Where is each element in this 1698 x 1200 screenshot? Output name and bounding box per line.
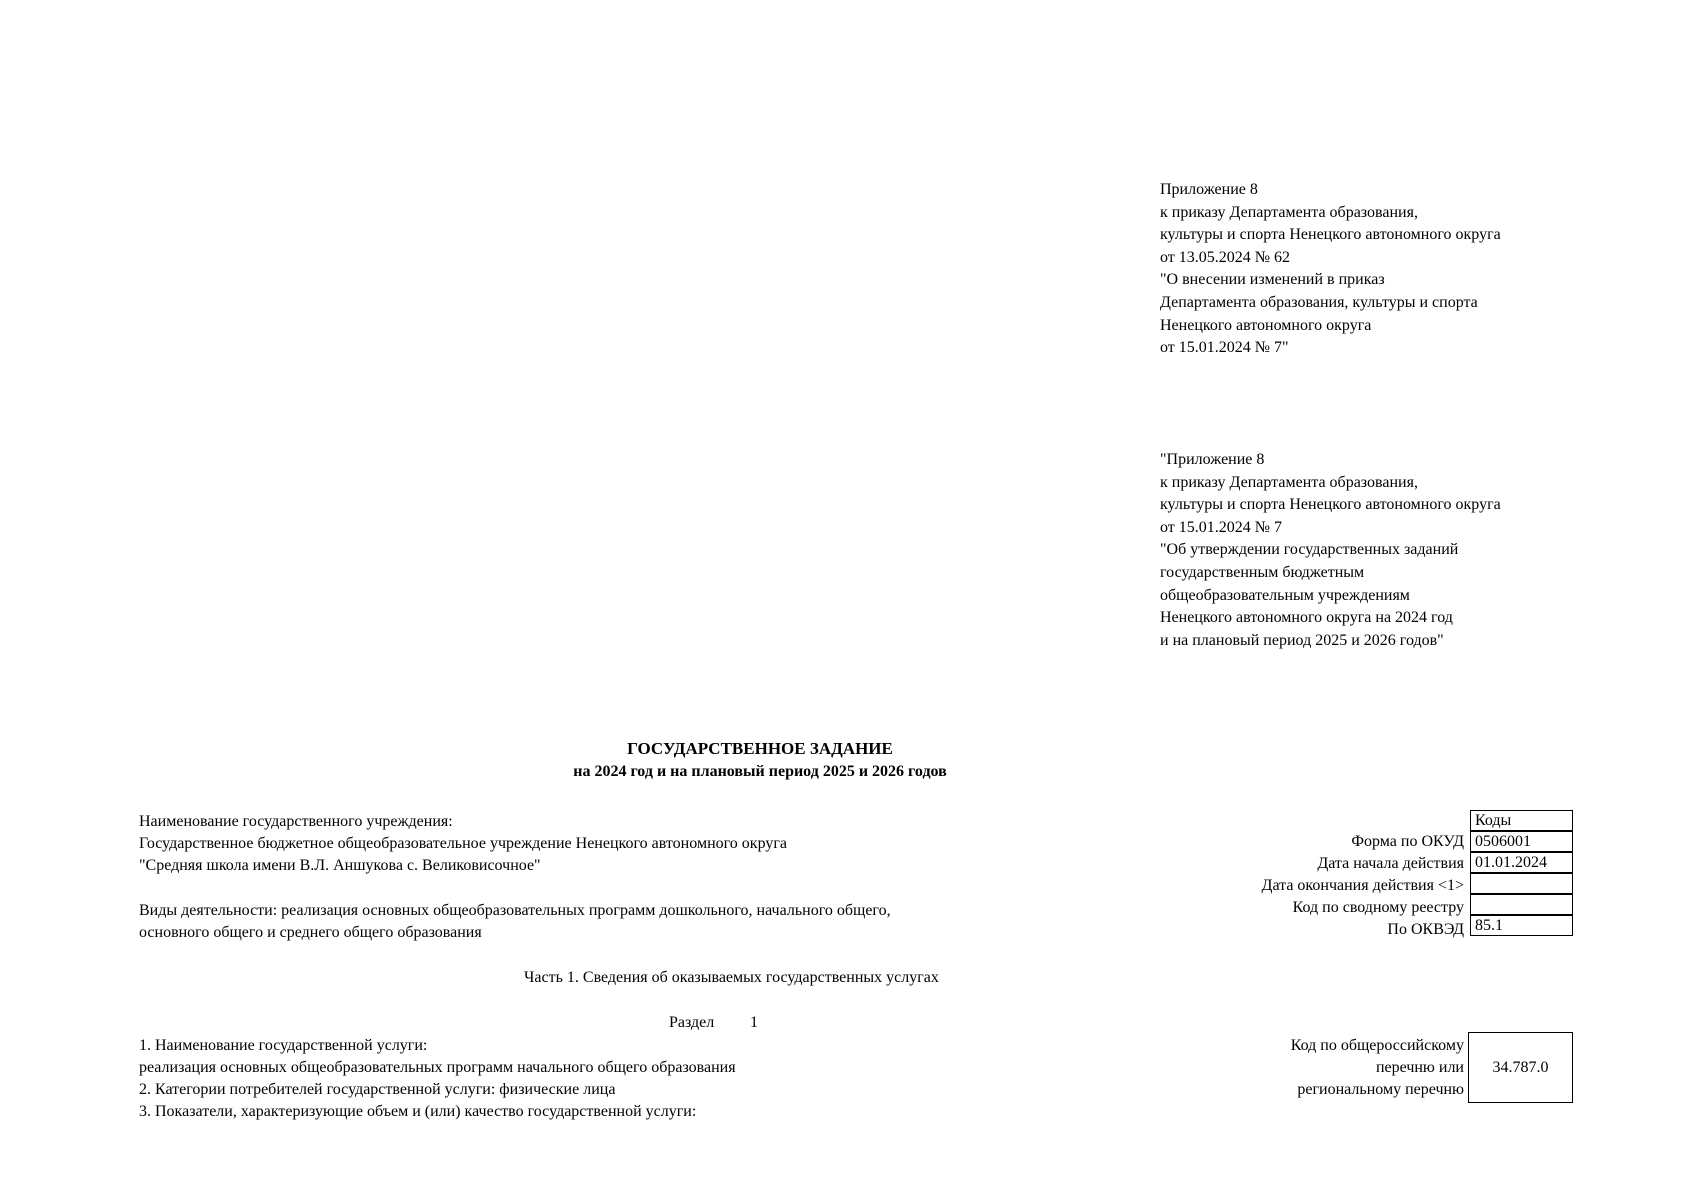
appendix-current-line: к приказу Департамента образования, — [1160, 203, 1418, 221]
document-title: ГОСУДАРСТВЕННОЕ ЗАДАНИЕ — [627, 739, 893, 758]
institution-label: Наименование государственного учреждения: — [139, 813, 453, 830]
registry-code-label-line3: региональному перечню — [1297, 1081, 1464, 1098]
appendix-original-line: и на плановый период 2025 и 2026 годов" — [1160, 631, 1444, 649]
appendix-current-line: Приложение 8 — [1160, 181, 1258, 198]
registry-code-box — [1468, 1032, 1573, 1103]
registry-code-label-line2: перечню или — [1375, 1059, 1464, 1076]
codes-header-cell: Коды — [1470, 810, 1573, 831]
service-name-label: 1. Наименование государственной услуги: — [139, 1037, 428, 1054]
codes-labels — [1100, 808, 1464, 1048]
section-label: Раздел — [669, 1014, 715, 1031]
registry-label: Код по сводному реестру — [1292, 899, 1464, 916]
registry-code-cell — [1470, 894, 1573, 915]
okud-code-cell: 0506001 — [1470, 831, 1573, 852]
appendix-original-line: культуры и спорта Ненецкого автономного округа — [1160, 496, 1501, 514]
service-consumers: 2. Категории потребителей государственной услуги: физические лица — [139, 1081, 616, 1098]
registry-code-labels — [1100, 1032, 1464, 1102]
appendix-original-line: Ненецкого автономного округа на 2024 год — [1160, 609, 1453, 627]
registry-code-value: 34.787.0 — [1492, 1058, 1549, 1076]
okved-label: По ОКВЭД — [1387, 921, 1464, 938]
service-indicators: 3. Показатели, характеризующие объем и (или) качество государственной услуги: — [139, 1103, 697, 1120]
activity-line1: Виды деятельности: реализация основных общеобразовательных программ дошкольного, начального общего, — [139, 902, 891, 919]
appendix-current-line: от 13.05.2024 № 62 — [1160, 248, 1291, 266]
appendix-original-line: общеобразовательным учреждениям — [1160, 586, 1410, 604]
okud-label: Форма по ОКУД — [1351, 833, 1464, 850]
section-number: 1 — [750, 1014, 758, 1031]
okved-code-cell: 85.1 — [1470, 915, 1573, 936]
appendix-original — [1160, 449, 1501, 652]
institution-name-line1: Государственное бюджетное общеобразовательное учреждение Ненецкого автономного округа — [139, 835, 788, 852]
document-subtitle: на 2024 год и на плановый период 2025 и 2026 годов — [573, 763, 947, 780]
appendix-original-line: "Об утверждении государственных заданий — [1160, 541, 1459, 559]
registry-code-label-line1: Код по общероссийскому — [1290, 1037, 1464, 1054]
end-date-cell — [1470, 873, 1573, 894]
end-date-label: Дата окончания действия <1> — [1261, 877, 1464, 894]
appendix-current-line: от 15.01.2024 № 7" — [1160, 339, 1289, 357]
appendix-original-line: государственным бюджетным — [1160, 563, 1365, 581]
appendix-current-line: "О внесении изменений в приказ — [1160, 271, 1385, 289]
appendix-current-line: Департамента образования, культуры и спорта — [1160, 293, 1478, 311]
start-date-label: Дата начала действия — [1317, 855, 1464, 872]
appendix-current-line: культуры и спорта Ненецкого автономного округа — [1160, 226, 1501, 244]
institution-name-line2: "Средняя школа имени В.Л. Аншукова с. Великовисочное" — [139, 857, 541, 874]
appendix-current-line: Ненецкого автономного округа — [1160, 316, 1372, 334]
appendix-current — [1160, 179, 1501, 360]
service-name-value: реализация основных общеобразовательных программ начального общего образования — [139, 1059, 736, 1076]
appendix-original-line: к приказу Департамента образования, — [1160, 473, 1418, 491]
part-title: Часть 1. Сведения об оказываемых государственных услугах — [524, 969, 939, 986]
activity-line2: основного общего и среднего общего образования — [139, 924, 482, 941]
appendix-original-line: "Приложение 8 — [1160, 451, 1265, 468]
start-date-cell: 01.01.2024 — [1470, 852, 1573, 873]
appendix-original-line: от 15.01.2024 № 7 — [1160, 518, 1283, 536]
